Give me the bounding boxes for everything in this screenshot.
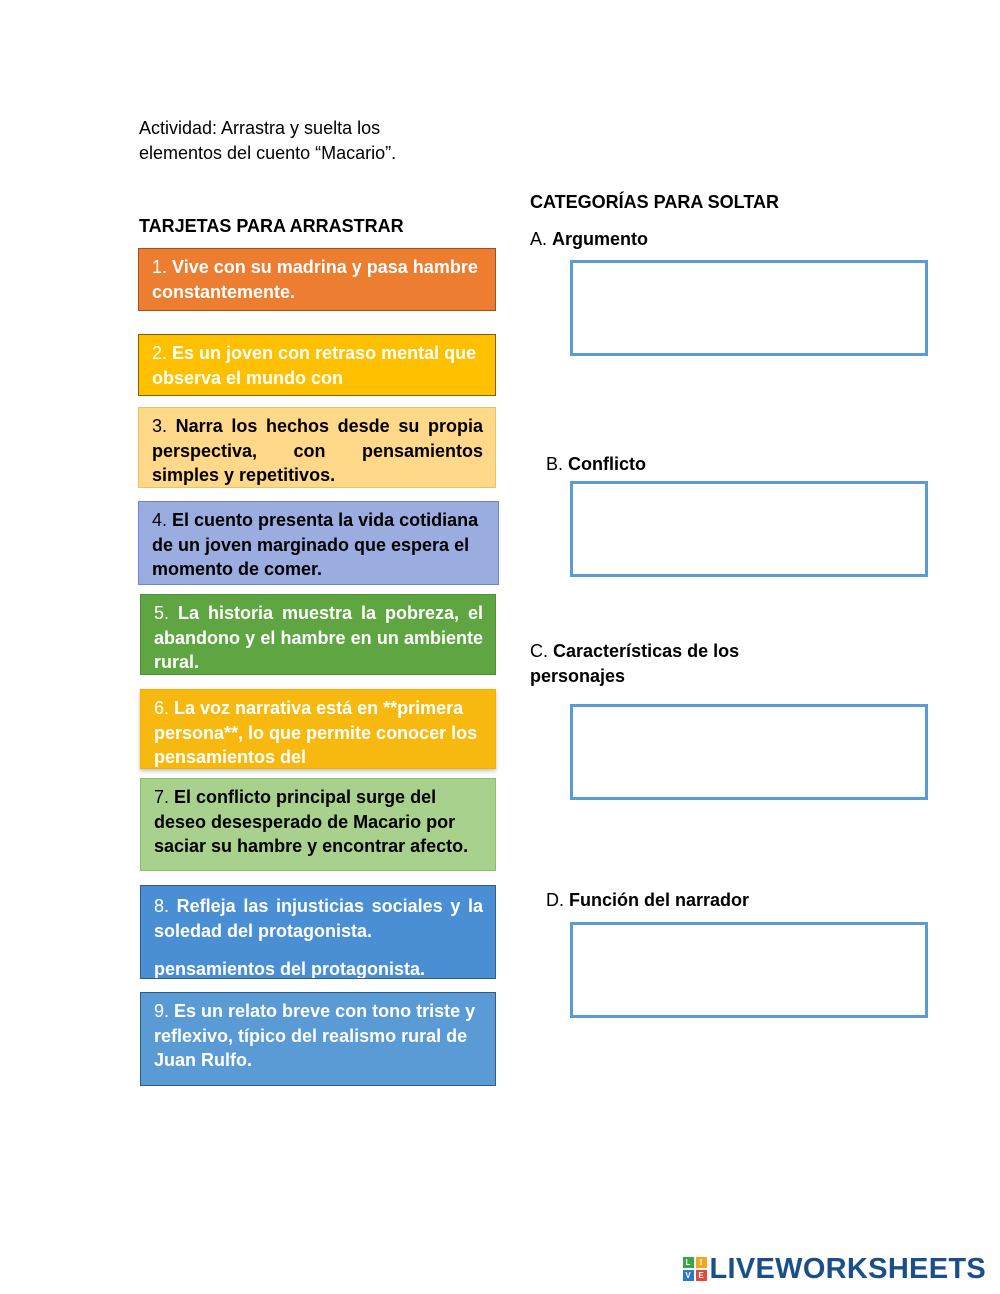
category-letter: B. xyxy=(546,454,564,474)
card-text: Vive con su madrina y pasa hambre constantemente. xyxy=(152,257,478,302)
card-text: El cuento presenta la vida cotidiana de un joven marginado que espera el momento de comer. xyxy=(152,510,479,579)
category-name: Características de los personajes xyxy=(530,641,740,686)
card-number: 2. xyxy=(152,343,168,363)
card-text: El conflicto principal surge del deseo desesperado de Macario por saciar su hambre y encontrar afecto. xyxy=(154,787,469,856)
drag-card-3[interactable] xyxy=(138,407,496,488)
logo-text: LIVEWORKSHEETS xyxy=(709,1252,986,1285)
category-letter: C. xyxy=(530,641,548,661)
logo-letter: L xyxy=(683,1257,694,1268)
drag-card-6[interactable] xyxy=(140,689,496,769)
category-label-d xyxy=(546,888,749,913)
category-name: Función del narrador xyxy=(569,890,750,910)
card-number: 5. xyxy=(154,603,170,623)
logo-letter: E xyxy=(696,1270,707,1281)
card-number: 3. xyxy=(152,416,168,436)
card-number: 8. xyxy=(154,896,170,916)
liveworksheets-logo xyxy=(683,1252,987,1286)
category-letter: A. xyxy=(530,229,548,249)
drop-zone-conflicto[interactable] xyxy=(570,481,928,577)
category-letter: D. xyxy=(546,890,564,910)
card-text: Es un joven con retraso mental que observa el mundo con xyxy=(152,343,477,388)
card-text: La voz narrativa está en **primera persona**, lo que permite conocer los pensamientos del xyxy=(154,698,478,767)
card-text: Narra los hechos desde su propia perspectiva, con pensamientos simples y repetitivos. xyxy=(152,416,483,485)
category-name: Argumento xyxy=(552,229,649,249)
logo-grid-icon xyxy=(683,1257,707,1281)
cards-heading: TARJETAS PARA ARRASTRAR xyxy=(139,216,404,236)
drag-card-8[interactable] xyxy=(140,885,496,979)
card-text: Refleja las injusticias sociales y la soledad del protagonista. xyxy=(154,896,483,941)
card-text: La historia muestra la pobreza, el abandono y el hambre en un ambiente rural. xyxy=(154,603,483,672)
logo-letter: V xyxy=(683,1270,694,1281)
card-text-overflow: pensamientos del protagonista. xyxy=(154,959,426,979)
category-label-c xyxy=(530,639,790,689)
category-name: Conflicto xyxy=(568,454,647,474)
drop-zone-argumento[interactable] xyxy=(570,260,928,356)
drag-card-9[interactable] xyxy=(140,992,496,1086)
card-number: 9. xyxy=(154,1001,170,1021)
card-number: 4. xyxy=(152,510,168,530)
drag-card-7[interactable] xyxy=(140,778,496,871)
drag-card-5[interactable] xyxy=(140,594,496,675)
drop-zone-caracteristicas[interactable] xyxy=(570,704,928,800)
instructions: Actividad: Arrastra y suelta los elementos del cuento “Macario”. xyxy=(139,118,397,163)
card-number: 6. xyxy=(154,698,170,718)
logo-letter: I xyxy=(696,1257,707,1268)
card-number: 7. xyxy=(154,787,170,807)
drag-card-2[interactable] xyxy=(138,334,496,396)
drag-card-1[interactable] xyxy=(138,248,496,311)
drop-zone-funcion-narrador[interactable] xyxy=(570,922,928,1018)
category-label-b xyxy=(546,452,646,477)
card-text: Es un relato breve con tono triste y reflexivo, típico del realismo rural de Juan Rulfo. xyxy=(154,1001,476,1070)
category-label-a xyxy=(530,227,648,252)
categories-heading: CATEGORÍAS PARA SOLTAR xyxy=(530,192,779,212)
card-number: 1. xyxy=(152,257,168,277)
drag-card-4[interactable] xyxy=(138,501,499,585)
